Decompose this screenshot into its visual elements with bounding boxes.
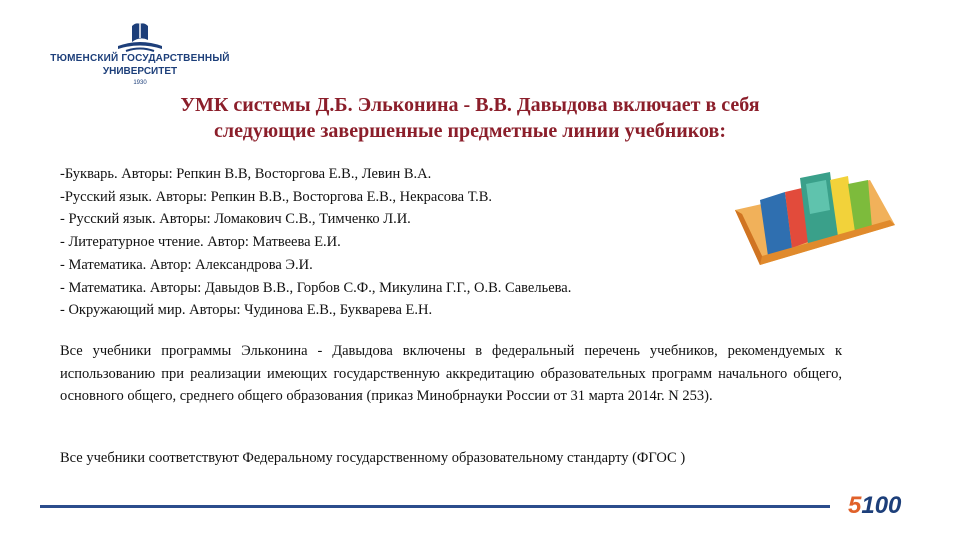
program-5-100-logo: [848, 492, 930, 520]
university-name: ТЮМЕНСКИЙ ГОСУДАРСТВЕННЫЙ: [50, 53, 230, 64]
list-item: - Русский язык. Авторы: Ломакович С.В., Тимченко Л.И.: [60, 211, 411, 228]
list-item: -Букварь. Авторы: Репкин В.В, Восторгова Е.В., Левин В.А.: [60, 166, 432, 182]
logo-five: 5: [848, 492, 862, 519]
slide-title: [60, 92, 880, 144]
footer-divider: [40, 505, 830, 508]
logo-hundred: 100: [861, 492, 902, 519]
list-item: - Математика. Авторы: Давыдов В.В., Горбов С.Ф., Микулина Г.Г., О.В. Савельева.: [60, 279, 572, 296]
list-item: -Русский язык. Авторы: Репкин В.В., Восторгова Е.В., Некрасова Т.В.: [60, 188, 493, 205]
university-year: 1930: [133, 80, 147, 86]
university-subtitle: УНИВЕРСИТЕТ: [102, 66, 178, 77]
slide-title-line-2: следующие завершенные предметные линии учебников:: [214, 120, 726, 142]
books-on-shelf-icon: [730, 170, 900, 280]
university-logo: [40, 20, 240, 86]
textbook-list: [60, 163, 740, 322]
slide-title-line-1: УМК системы Д.Б. Эльконина - В.В. Давыдова включает в себя: [180, 94, 760, 116]
list-item: - Окружающий мир. Авторы: Чудинова Е.В., Букварева Е.Н.: [60, 302, 433, 319]
list-item: - Математика. Автор: Александрова Э.И.: [60, 256, 313, 273]
paragraph-federal-list: Все учебники программы Эльконина - Давыдова включены в федеральный перечень учебников, рекомендуемых к использованию при реализации имеющих государственную аккредитацию образовательных программ начального общего, основного общего, среднего общего образования (приказ Минобрнауки России от 31 марта 2014г. N 253).: [60, 343, 842, 404]
university-emblem-icon: [112, 20, 168, 54]
paragraph-fgos: Все учебники соответствуют Федеральному государственному образовательному стандарту (ФГОС ): [60, 450, 686, 466]
list-item: - Литературное чтение. Автор: Матвеева Е.И.: [60, 234, 341, 251]
